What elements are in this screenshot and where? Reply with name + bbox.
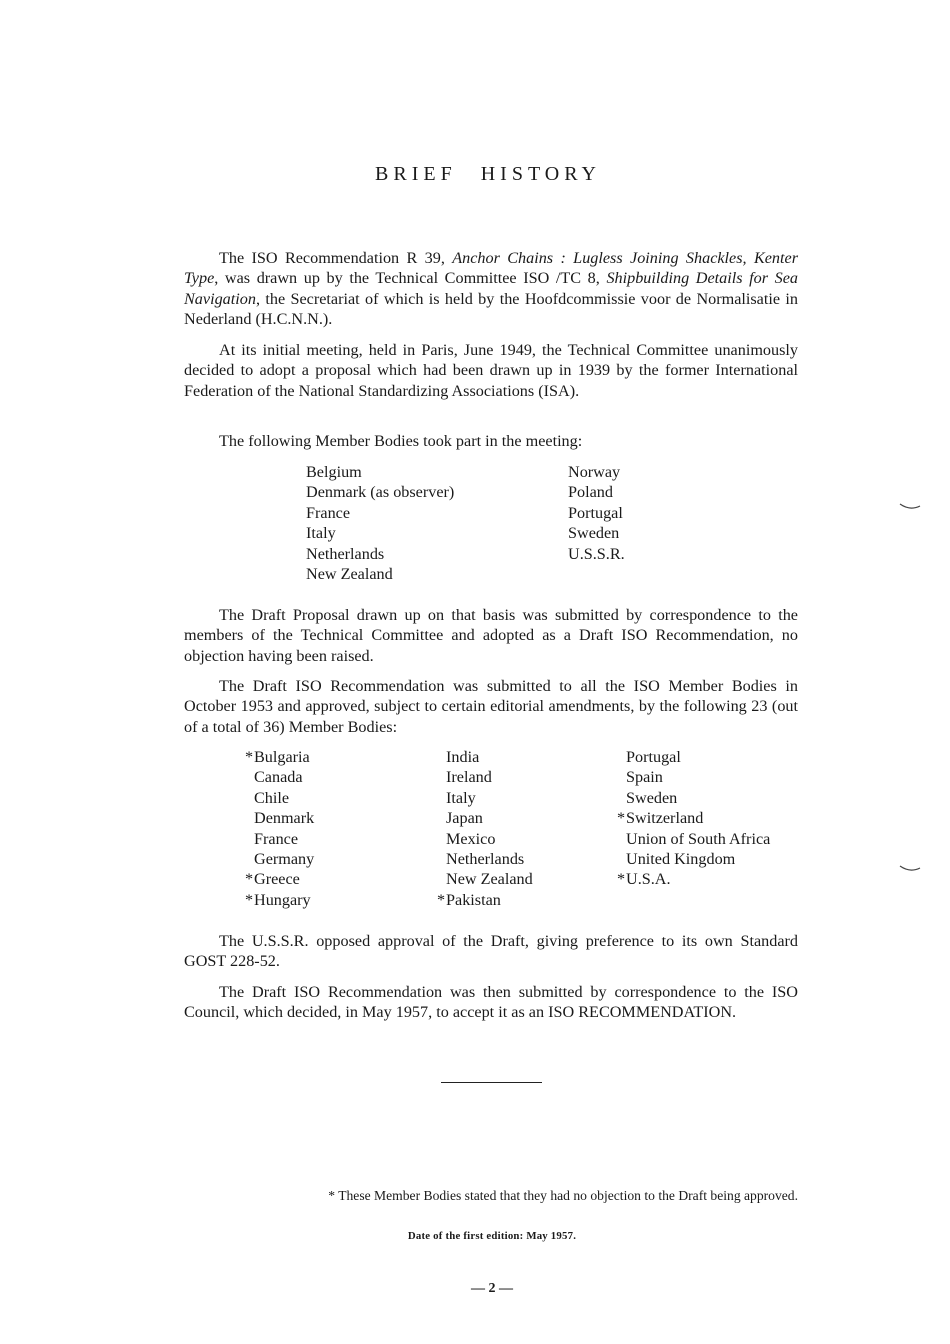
list-item: Sweden [568, 524, 620, 543]
list-item: United Kingdom [626, 850, 736, 869]
list-item: Belgium [306, 463, 362, 481]
list-item: *Greece [245, 870, 300, 889]
list-item: *Pakistan [437, 890, 501, 909]
paragraph-approval: The Draft ISO Recommendation was submitted to all the ISO Member Bodies in October 1953 and approved, subject to certain editorial amendments, by the following 23 (out of a total of 36) Member Bodies: [184, 677, 798, 736]
meeting-members-column-1 [306, 462, 454, 584]
scan-mark-icon [898, 862, 922, 876]
list-item: Norway [568, 463, 621, 481]
list-item: *U.S.A. [617, 870, 671, 889]
list-item: *Bulgaria [245, 748, 310, 766]
approving-members-column-1 [245, 747, 314, 910]
committee-title: Shipbuilding Details for Sea Navigation [184, 269, 799, 308]
list-item: Poland [568, 483, 613, 502]
list-item: *Hungary [245, 890, 311, 909]
list-item: Denmark [254, 809, 315, 828]
list-item: U.S.S.R. [568, 544, 625, 563]
list-item: New Zealand [306, 565, 393, 584]
list-item: New Zealand [446, 870, 533, 889]
list-item: Japan [446, 809, 483, 828]
list-item: France [306, 503, 351, 522]
list-item: India [446, 748, 480, 766]
paragraph-initial-meeting: At its initial meeting, held in Paris, June 1949, the Technical Committee unanimously decided to adopt a proposal which had been drawn up in 1939 by the former International Federation of the National Standardizing Associations (ISA). [184, 341, 798, 400]
paragraph-ussr-opposition: The U.S.S.R. opposed approval of the Draft, giving preference to its own Standard GOST 228-52. [184, 932, 798, 971]
list-item: Netherlands [306, 544, 385, 563]
edition-note: Date of the first edition: May 1957. [407, 1230, 577, 1242]
list-item: Canada [254, 768, 303, 787]
paragraph-origin: The ISO Recommendation R 39, Anchor Chains : Lugless Joining Shackles, Kenter Type, was drawn up by the Technical Committee ISO /TC 8, Shipbuilding Details for Sea Navigation, the Secretariat of which is held by the Hoofdcommissie voor de Normalisatie in Nederland (H.C.N.N.). [184, 249, 799, 329]
list-item: Italy [446, 788, 476, 807]
list-item: Portugal [568, 503, 623, 522]
list-item: Denmark (as observer) [306, 483, 455, 502]
page-title: BRIEF HISTORY [375, 163, 601, 185]
list-item: Spain [626, 768, 663, 787]
scan-mark-icon [898, 500, 922, 514]
recommendation-title: Anchor Chains : Lugless Joining Shackles, Kenter Type [184, 249, 798, 288]
paragraph-council-decision: The Draft ISO Recommendation was then submitted by correspondence to the ISO Council, which decided, in May 1957, to accept it as an ISO RECOMMENDATION. [184, 983, 798, 1022]
paragraph-meeting-members-intro: The following Member Bodies took part in the meeting: [219, 432, 583, 450]
list-item: Ireland [446, 768, 492, 787]
list-item: France [254, 829, 299, 848]
list-item: Italy [306, 524, 336, 543]
list-item: Netherlands [446, 850, 525, 869]
list-item: Union of South Africa [626, 829, 771, 848]
section-divider [441, 1082, 542, 1083]
approving-members-column-3 [617, 747, 770, 890]
list-item: Germany [254, 850, 315, 869]
list-item: Sweden [626, 788, 678, 807]
list-item: Chile [254, 788, 290, 807]
approving-members-column-2 [437, 747, 533, 910]
list-item: Portugal [626, 748, 681, 766]
footnote: * These Member Bodies stated that they had no objection to the Draft being approved. [328, 1188, 798, 1203]
list-item: *Switzerland [617, 809, 704, 828]
paragraph-draft-proposal: The Draft Proposal drawn up on that basis was submitted by correspondence to the members of the Technical Committee and adopted as a Draft ISO Recommendation, no objection having been raised. [184, 606, 798, 665]
meeting-members-column-2 [568, 462, 625, 564]
list-item: Mexico [446, 829, 496, 848]
page-number: — 2 — [471, 1281, 513, 1296]
